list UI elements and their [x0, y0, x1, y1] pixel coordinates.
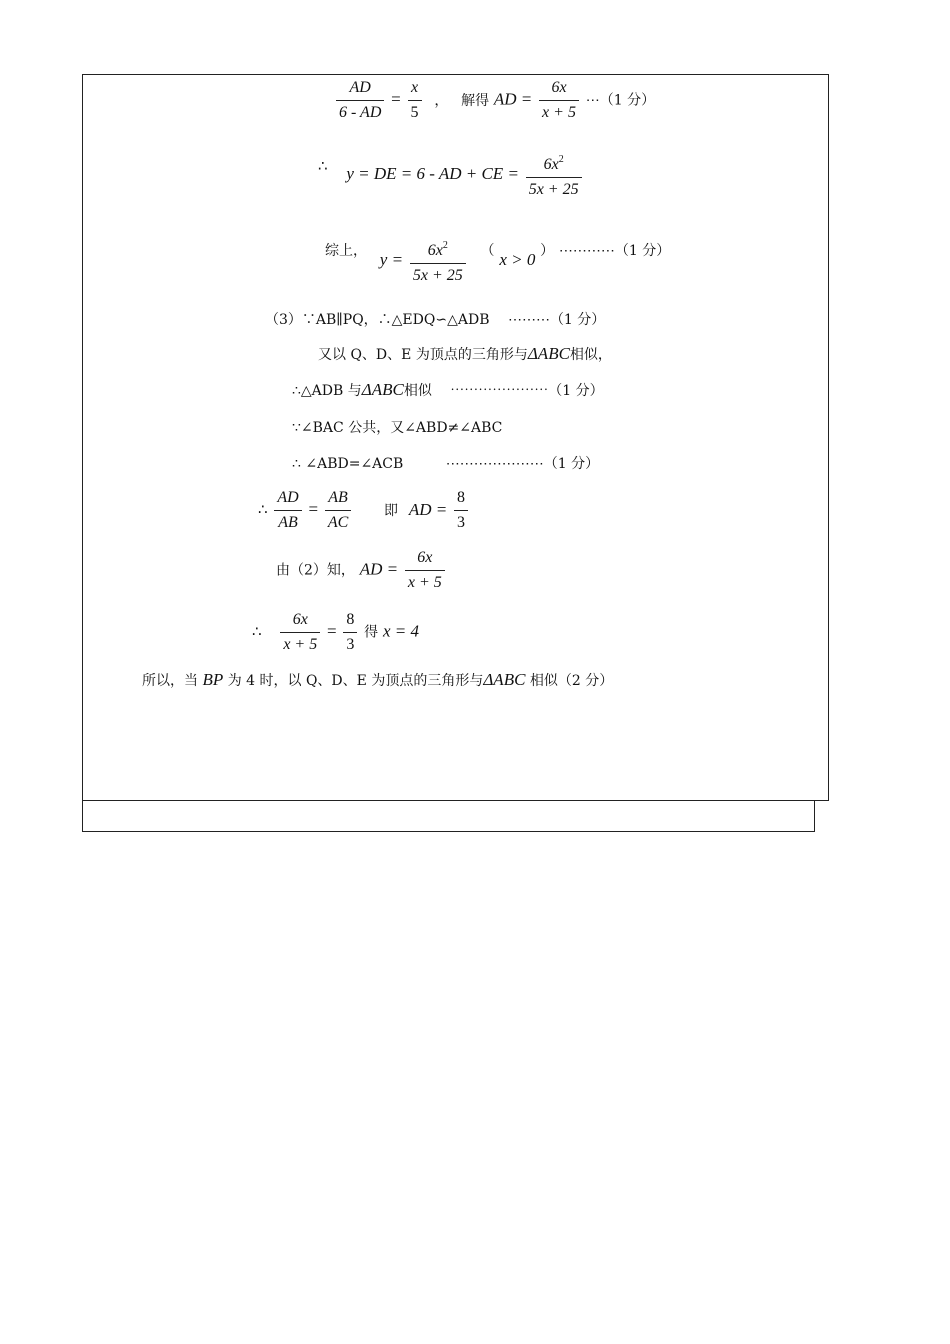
line-1-equation	[334, 78, 655, 123]
line-5	[318, 344, 612, 365]
ad-equals: AD =	[493, 89, 533, 109]
statement-tail: 相似（2 分）	[529, 673, 614, 689]
y-expression: y = DE = 6 - AD + CE =	[346, 164, 519, 183]
get-label: 得	[364, 624, 379, 641]
line-6	[292, 380, 604, 401]
fraction-numerator: x	[408, 78, 422, 101]
line-10	[276, 548, 447, 593]
fraction-denominator: 5	[410, 104, 419, 121]
fraction-ad-over-6-minus-ad	[336, 78, 384, 123]
fraction-denominator: 6 - AD	[339, 104, 382, 121]
fraction-numerator: AD	[274, 488, 301, 511]
line-3-summary	[325, 236, 670, 286]
fraction-ab-over-ac	[325, 488, 351, 533]
fraction-8-over-3	[343, 610, 357, 655]
score-note: ⋯⋯⋯（1 分）	[507, 312, 606, 328]
therefore-symbol: ∴	[252, 622, 262, 641]
statement: ∴ ∠ABD=∠ACB	[292, 456, 404, 472]
statement-tail: 相似，	[569, 347, 612, 363]
statement: 又以 Q、D、E 为顶点的三角形与	[318, 347, 528, 363]
fraction-numerator: 6x	[405, 548, 445, 571]
fraction-numerator: AB	[325, 488, 351, 511]
fraction-8-over-3	[454, 488, 468, 533]
score-note: ⋯⋯⋯⋯⋯⋯⋯（1 分）	[450, 383, 604, 399]
statement: 由（2）知，	[276, 562, 355, 579]
fraction-x-over-5	[408, 78, 422, 123]
therefore-symbol: ∴	[318, 157, 328, 175]
triangle-abc: ΔABC	[361, 380, 404, 399]
score-note: ⋯（1 分）	[585, 92, 656, 109]
line-12-conclusion	[142, 670, 613, 691]
equals-sign: =	[308, 499, 319, 519]
triangle-abc: ΔABC	[527, 344, 570, 363]
statement: ∴△ADB 与	[292, 383, 362, 399]
fraction-6x2-over-5x-plus-25	[410, 236, 466, 286]
fraction-6x2-over-5x-plus-25	[526, 150, 582, 200]
score-note: ⋯⋯⋯⋯（1 分）	[558, 243, 671, 259]
statement: ∵∠BAC 公共，又∠ABD≠∠ABC	[292, 420, 503, 436]
namely-label: 即	[384, 502, 399, 519]
summary-label: 综上，	[325, 243, 367, 259]
equals-sign: =	[391, 89, 401, 109]
fraction-denominator: 3	[457, 514, 465, 531]
ad-equals: AD =	[359, 559, 399, 579]
answer-frame-footer	[82, 801, 815, 832]
fraction-denominator: AB	[278, 514, 298, 531]
paren-close: ）	[540, 243, 555, 259]
fraction-denominator: 5x + 25	[528, 181, 579, 198]
fraction-numerator: 6x	[280, 610, 320, 633]
fraction-6x-over-x-plus-5	[405, 548, 445, 593]
fraction-numerator: AD	[336, 78, 384, 101]
line-8	[292, 454, 599, 474]
score-note: ⋯⋯⋯⋯⋯⋯⋯（1 分）	[445, 456, 600, 472]
fraction-numerator: $6x^2$	[526, 150, 582, 178]
fraction-numerator: 8	[343, 610, 357, 633]
solve-label: 解得	[461, 92, 490, 109]
domain-condition: x > 0	[499, 250, 536, 269]
line-11	[252, 610, 419, 655]
line-4-part3	[265, 310, 605, 330]
y-equals: y =	[379, 250, 404, 269]
result-x: x = 4	[382, 621, 419, 641]
fraction-denominator: x + 5	[542, 104, 576, 121]
segment-bp: BP	[202, 670, 224, 689]
comma: ，	[434, 92, 449, 109]
fraction-numerator: 6x	[539, 78, 579, 101]
line-9-ratio	[258, 488, 470, 533]
statement: 所以，当	[142, 673, 198, 689]
fraction-numerator: 8	[454, 488, 468, 511]
fraction-denominator: x + 5	[283, 636, 318, 653]
fraction-denominator: x + 5	[407, 574, 442, 591]
statement-middle: 为 4 时，以 Q、D、E 为顶点的三角形与	[227, 673, 484, 689]
fraction-denominator: 3	[346, 636, 355, 653]
fraction-denominator: 5x + 25	[412, 267, 463, 284]
line-7	[292, 418, 502, 438]
therefore-symbol: ∴	[258, 500, 268, 519]
triangle-abc: ΔABC	[483, 670, 526, 689]
fraction-numerator: $6x^2$	[410, 236, 466, 264]
paren-open: （	[480, 243, 495, 259]
statement: （3）∵AB∥PQ，∴△EDQ∽△ADB	[265, 312, 490, 328]
fraction-ad-over-ab	[274, 488, 301, 533]
fraction-denominator: AC	[327, 514, 349, 531]
ad-equals: AD =	[408, 499, 448, 519]
statement-tail: 相似	[403, 383, 432, 399]
fraction-6x-over-x-plus-5	[539, 78, 579, 123]
line-2-equation	[318, 150, 584, 200]
fraction-6x-over-x-plus-5	[280, 610, 320, 655]
equals-sign: =	[327, 621, 337, 641]
